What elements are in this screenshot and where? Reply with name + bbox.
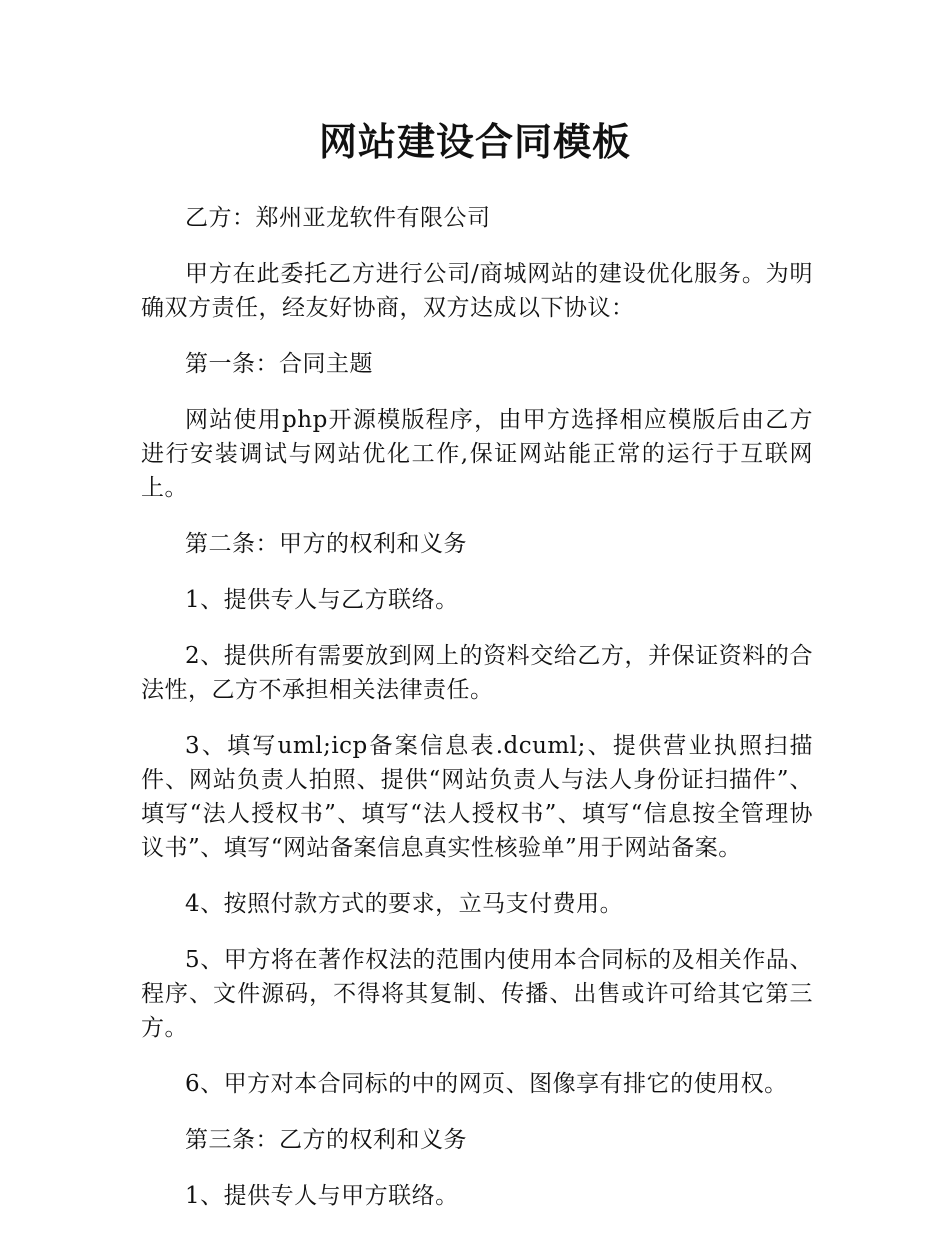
article-2-item-3: 3、填写uml;icp备案信息表.dcuml;、提供营业执照扫描件、网站负责人拍照、提供“网站负责人与法人身份证扫描件”、填写“法人授权书”、填写“法人授权书”、填写“信息按全管理协议书”、填写“网站备案信息真实性核验单”用于网站备案。	[141, 733, 813, 861]
article-2-heading: 第二条：甲方的权利和义务	[185, 531, 467, 557]
article-2-item-5: 5、甲方将在著作权法的范围内使用本合同标的及相关作品、程序、文件源码，不得将其复制、传播、出售或许可给其它第三方。	[141, 947, 813, 1041]
document-body	[141, 201, 813, 1235]
article-1-heading: 第一条：合同主题	[185, 351, 373, 377]
article-1-body: 网站使用php开源模版程序，由甲方选择相应模版后由乙方进行安装调试与网站优化工作,保证网站能正常的运行于互联网上。	[141, 407, 813, 501]
article-3-heading: 第三条：乙方的权利和义务	[185, 1127, 467, 1153]
intro-paragraph: 甲方在此委托乙方进行公司/商城网站的建设优化服务。为明确双方责任，经友好协商，双方达成以下协议：	[141, 261, 813, 321]
article-2-item-1: 1、提供专人与乙方联络。	[185, 587, 459, 613]
article-2-item-4: 4、按照付款方式的要求，立马支付费用。	[185, 891, 624, 917]
article-2-item-2: 2、提供所有需要放到网上的资料交给乙方，并保证资料的合法性，乙方不承担相关法律责任。	[141, 643, 813, 703]
article-3-item-1: 1、提供专人与甲方联络。	[185, 1183, 459, 1209]
document-title: 网站建设合同模板	[318, 120, 631, 164]
article-2-item-6: 6、甲方对本合同标的中的网页、图像享有排它的使用权。	[185, 1071, 788, 1097]
party-b-line: 乙方：郑州亚龙软件有限公司	[185, 205, 491, 231]
